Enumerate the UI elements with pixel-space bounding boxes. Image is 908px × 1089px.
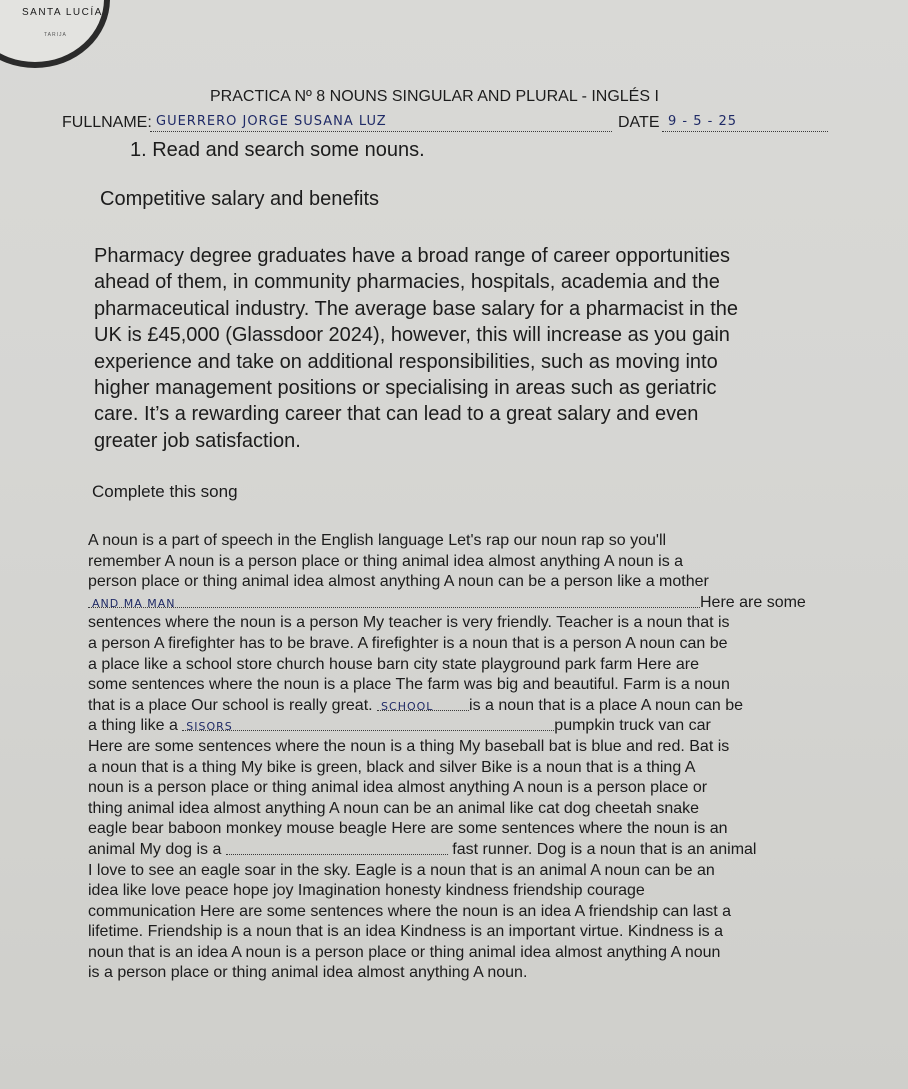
song-line: is a person place or thing animal idea almost anything A noun.: [88, 964, 528, 982]
song-line: idea like love peace hope joy Imagination honesty kindness friendship courage: [88, 882, 645, 900]
page-title: PRACTICA Nº 8 NOUNS SINGULAR AND PLURAL - INGLÉS I: [210, 88, 659, 105]
song-line: noun that is an idea A noun is a person place or thing animal idea almost anything A noun: [88, 943, 721, 961]
song-line: sentences where the noun is a person My teacher is very friendly. Teacher is a noun that is: [88, 614, 730, 632]
reading-heading: Competitive salary and benefits: [100, 188, 380, 210]
song-line-text: Here are some: [700, 593, 806, 611]
song-text: [88, 531, 883, 984]
song-line: a noun that is a thing My bike is green, black and silver Bike is a noun that is a thing A: [88, 758, 696, 776]
reading-line: UK is £45,000 (Glassdoor 2024), however, this will increase as you gain: [94, 324, 730, 347]
answer-blank[interactable]: [182, 716, 554, 734]
date-field[interactable]: 9 - 5 - 25: [662, 114, 828, 132]
song-line: noun is a person place or thing animal idea almost anything A noun is a person place or: [88, 779, 708, 797]
song-line-text: animal My dog is a: [88, 840, 222, 858]
answer-blank[interactable]: [377, 696, 469, 711]
song-line: I love to see an eagle soar in the sky. Eagle is a noun that is an animal A noun can be an: [88, 861, 715, 879]
answer-blank[interactable]: [226, 840, 448, 855]
song-heading: Complete this song: [92, 482, 238, 501]
song-line: remember A noun is a person place or thing animal idea almost anything A noun is a: [88, 552, 684, 570]
song-line: A noun is a part of speech in the English language Let's rap our noun rap so you'll: [88, 532, 667, 549]
reading-line: pharmaceutical industry. The average base salary for a pharmacist in the: [94, 297, 739, 320]
song-line: person place or thing animal idea almost anything A noun can be a person like a mother: [88, 573, 709, 591]
song-line: [88, 593, 883, 614]
song-line-text: pumpkin truck van car: [554, 717, 711, 735]
song-line: [88, 840, 883, 861]
song-line: a place like a school store church house barn city state playground park farm Here are: [88, 655, 699, 673]
song-line: a person A firefighter has to be brave. A firefighter is a noun that is a person A noun can be: [88, 634, 728, 652]
reading-paragraph: [94, 243, 864, 454]
song-line: communication Here are some sentences where the noun is an idea A friendship can last a: [88, 902, 732, 920]
logo-name: SANTA LUCÍA: [22, 7, 103, 18]
answer-blank[interactable]: [88, 593, 700, 608]
logo-subtitle: TARIJA: [44, 32, 67, 38]
song-line: thing animal idea almost anything A noun can be an animal like cat dog cheetah snake: [88, 799, 700, 817]
song-line: [88, 716, 883, 737]
handwritten-answer: AND MA MAN: [92, 596, 176, 610]
reading-line: experience and take on additional responsibilities, such as moving into: [94, 350, 718, 373]
reading-line: Pharmacy degree graduates have a broad range of career opportunities: [94, 245, 730, 267]
reading-line: greater job satisfaction.: [94, 429, 301, 452]
instruction: 1. Read and search some nouns.: [130, 139, 425, 161]
song-line: eagle bear baboon monkey mouse beagle Here are some sentences where the noun is an: [88, 820, 728, 838]
reading-line: care. It’s a rewarding career that can lead to a great salary and even: [94, 403, 699, 426]
song-line-text: fast runner. Dog is a noun that is an animal: [452, 840, 757, 858]
song-line-text: is a noun that is a place A noun can be: [469, 696, 744, 714]
fullname-label: FULLNAME:: [62, 114, 152, 131]
date-label: DATE: [618, 114, 660, 131]
song-line: lifetime. Friendship is a noun that is an idea Kindness is an important virtue. Kindness is a: [88, 923, 723, 941]
song-line: Here are some sentences where the noun is a thing My baseball bat is blue and red. Bat is: [88, 737, 730, 755]
handwritten-answer: [226, 844, 230, 857]
song-line: some sentences where the noun is a place The farm was big and beautiful. Farm is a noun: [88, 676, 730, 694]
song-line-text: a thing like a: [88, 717, 178, 735]
handwritten-answer: SISORS: [186, 720, 233, 734]
song-line-text: that is a place Our school is really great.: [88, 696, 373, 714]
handwritten-answer: SCHOOL: [381, 699, 434, 713]
song-line: [88, 696, 883, 717]
reading-line: higher management positions or specialising in areas such as geriatric: [94, 377, 717, 400]
reading-line: ahead of them, in community pharmacies, hospitals, academia and the: [94, 271, 720, 294]
fullname-field[interactable]: GUERRERO JORGE SUSANA LUZ: [150, 114, 612, 132]
